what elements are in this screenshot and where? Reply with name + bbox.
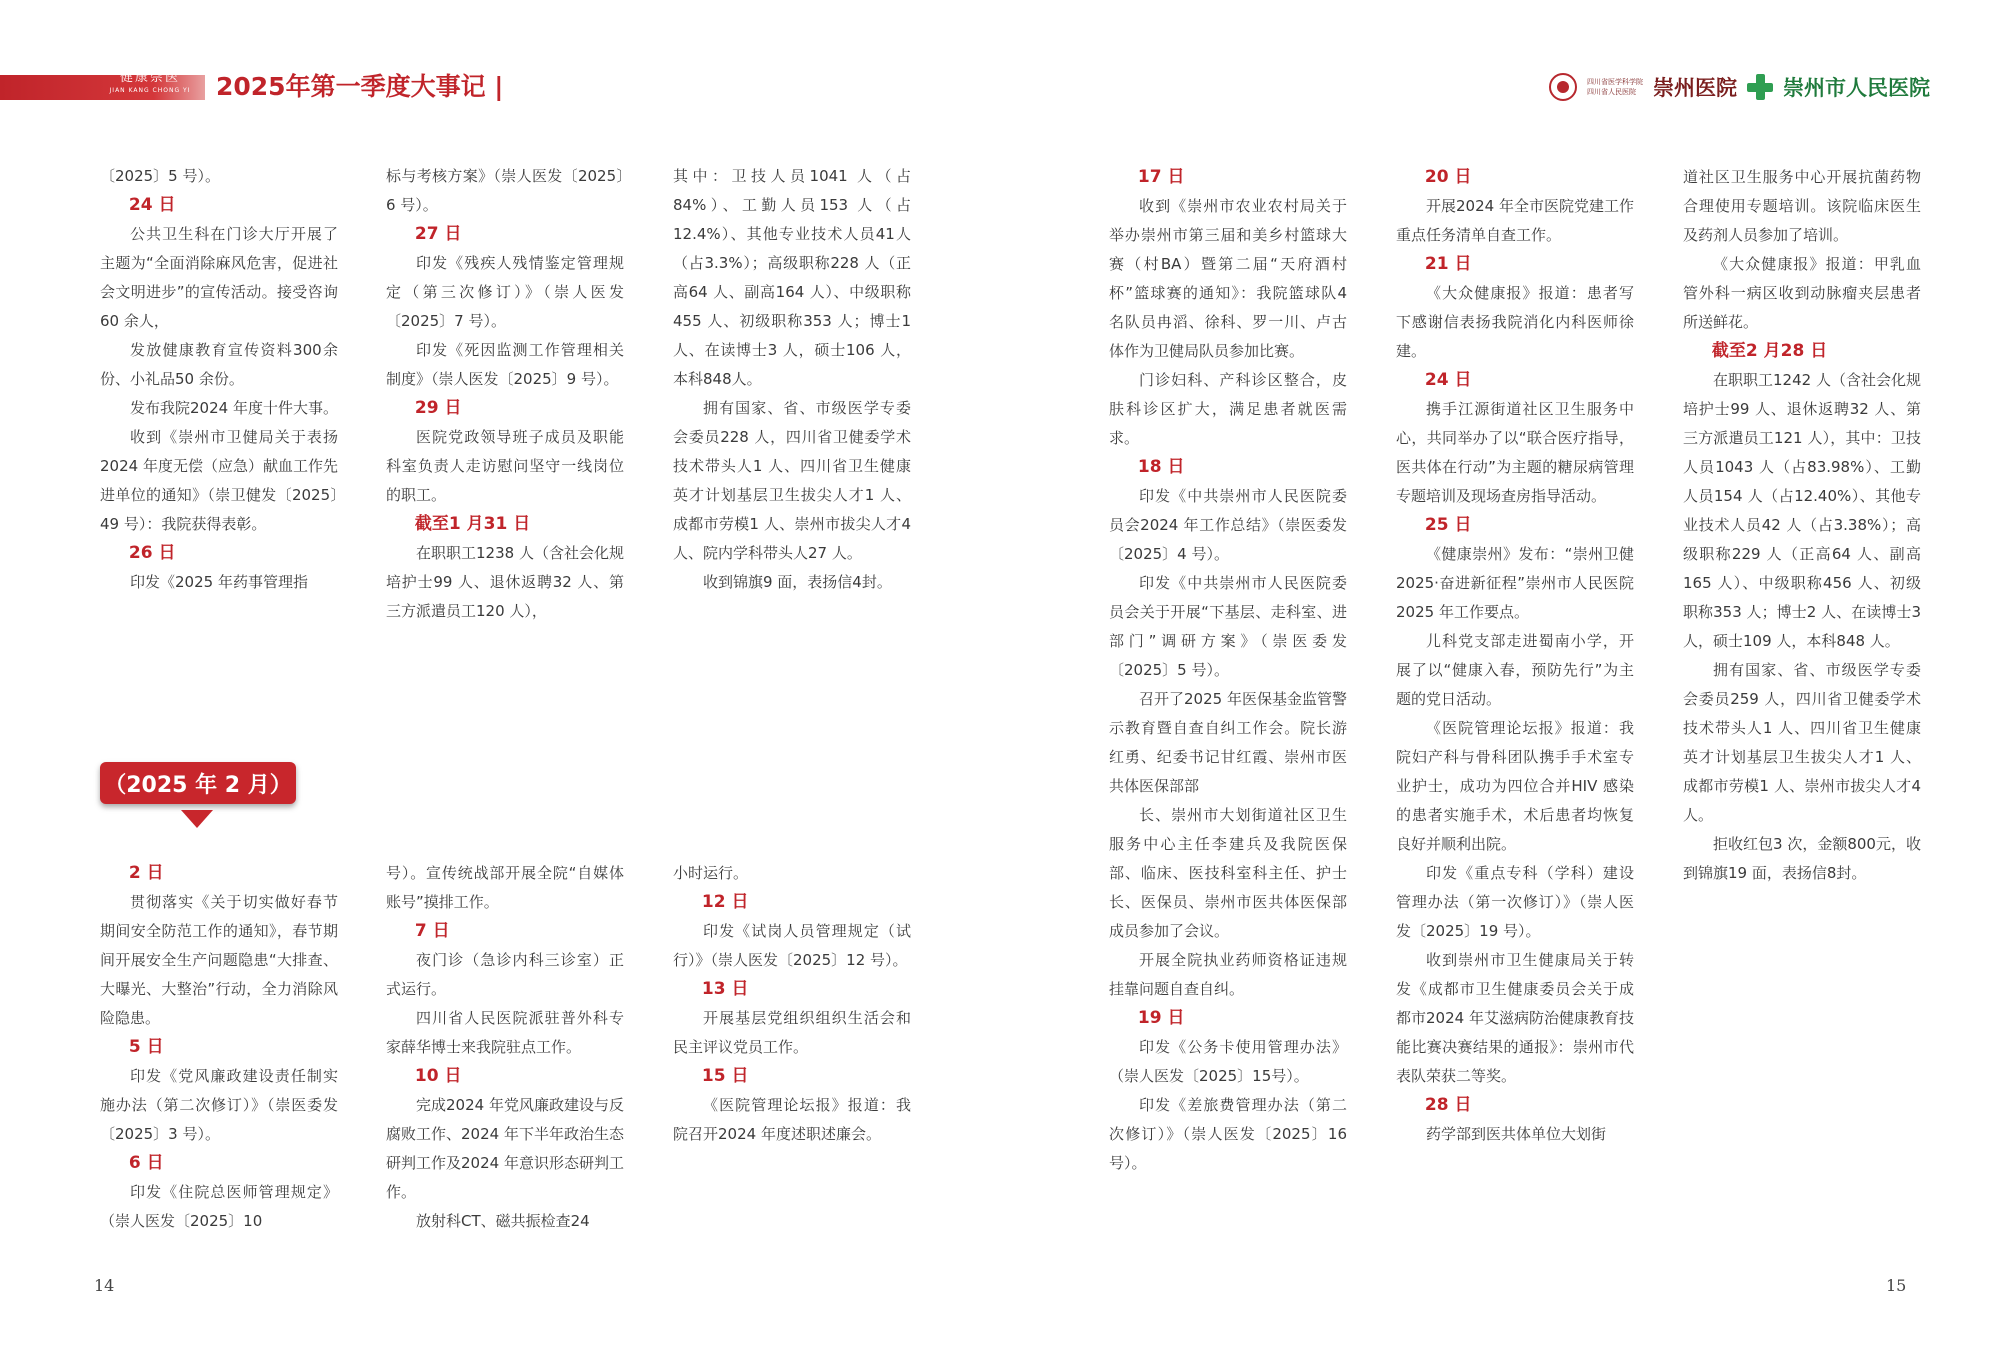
event-paragraph: 召开了2025 年医保基金监管警示教育暨自查自纠工作会。院长游红勇、纪委书记甘红霞、崇州市医共体医保部部 xyxy=(1109,690,1347,795)
date-heading: 2 日 xyxy=(128,863,164,883)
event-paragraph: 印发《公务卡使用管理办法》（崇人医发〔2025〕15号）。 xyxy=(1109,1038,1347,1085)
hospital-cross-icon xyxy=(1747,74,1773,100)
event-paragraph: 《健康崇州》发布：“崇州卫健2025·奋进新征程”崇州市人民医院2025 年工作要点。 xyxy=(1396,545,1634,621)
event-paragraph: 印发《死因监测工作管理相关制度》（崇人医发〔2025〕9 号）。 xyxy=(386,341,624,388)
date-heading: 12 日 xyxy=(701,892,749,912)
event-paragraph: 印发《党风廉政建设责任制实施办法（第二次修订）》（崇医委发〔2025〕3 号）。 xyxy=(100,1067,338,1143)
date-heading: 29 日 xyxy=(414,398,462,418)
date-heading: 24 日 xyxy=(128,195,176,215)
event-paragraph: 收到《崇州市农业农村局关于举办崇州市第三届和美乡村篮球大赛（村BA）暨第二届“天府酒村杯”篮球赛的通知》：我院篮球队4 名队员冉滔、徐科、罗一川、卢古体作为卫健局队员参加比赛。 xyxy=(1109,197,1347,360)
date-heading: 21 日 xyxy=(1424,254,1472,274)
event-paragraph: 印发《2025 年药事管理指 xyxy=(130,573,308,591)
brand-name-en: JIAN KANG CHONG YI xyxy=(109,87,191,94)
event-paragraph: 小时运行。 xyxy=(673,864,749,882)
event-paragraph: 儿科党支部走进蜀南小学，开展了以“健康入春，预防先行”为主题的党日活动。 xyxy=(1396,632,1634,708)
column-right-3 xyxy=(1683,163,1921,888)
date-heading: 截至2 月28 日 xyxy=(1711,341,1828,361)
date-heading: 5 日 xyxy=(128,1037,164,1057)
event-paragraph: 完成2024 年党风廉政建设与反腐败工作、2024 年下半年政治生态研判工作及2024 年意识形态研判工作。 xyxy=(386,1096,624,1201)
event-paragraph: 发布我院2024 年度十件大事。 xyxy=(130,399,338,417)
brand-logo xyxy=(95,70,205,100)
event-paragraph: 携手江源街道社区卫生服务中心，共同举办了以“联合医疗指导，医共体在行动”为主题的糖尿病管理专题培训及现场查房指导活动。 xyxy=(1396,400,1634,505)
event-paragraph: 开展基层党组织组织生活会和民主评议党员工作。 xyxy=(673,1009,911,1056)
institution-logos xyxy=(1549,70,1930,104)
date-heading: 25 日 xyxy=(1424,515,1472,535)
column-left-3-feb xyxy=(673,859,911,1149)
column-right-2 xyxy=(1396,163,1634,1149)
date-heading: 7 日 xyxy=(414,921,450,941)
institute-seal-icon xyxy=(1549,73,1577,101)
event-paragraph: 其中：卫技人员1041 人（占84%）、工勤人员153 人（占12.4%）、其他专业技术人员41人（占3.3%）；高级职称228 人（正高64 人、副高164 人）、中级职称455 人、初级职称353 人；博士1 人、在读博士3 人，硕士106 人，本科848人。 xyxy=(673,167,911,388)
hospital-name: 崇州市人民医院 xyxy=(1783,75,1930,100)
event-paragraph: 号）。宣传统战部开展全院“自媒体账号”摸排工作。 xyxy=(386,864,624,911)
column-right-1 xyxy=(1109,163,1347,1178)
event-paragraph: 〔2025〕5 号）。 xyxy=(100,167,220,185)
event-paragraph: 印发《试岗人员管理规定（试行）》（崇人医发〔2025〕12 号）。 xyxy=(673,922,911,969)
event-paragraph: 拥有国家、省、市级医学专委会委员259 人，四川省卫健委学术技术带头人1 人、四川省卫生健康英才计划基层卫生拔尖人才1 人、成都市劳模1 人、崇州市拔尖人才4 人。 xyxy=(1683,661,1921,824)
event-paragraph: 印发《重点专科（学科）建设管理办法（第一次修订）》（崇人医发〔2025〕19 号）。 xyxy=(1396,864,1634,940)
event-paragraph: 拥有国家、省、市级医学专委会委员228 人，四川省卫健委学术技术带头人1 人、四川省卫生健康英才计划基层卫生拔尖人才1 人、成都市劳模1 人、崇州市拔尖人才4 人、院内学科带头人27 人。 xyxy=(673,399,911,562)
date-heading: 截至1 月31 日 xyxy=(414,514,531,534)
event-paragraph: 《医院管理论坛报》报道：我院妇产科与骨科团队携手手术室专业护士，成功为四位合并HIV 感染的患者实施手术，术后患者均恢复良好并顺利出院。 xyxy=(1396,719,1634,853)
event-paragraph: 印发《残疾人残情鉴定管理规定（第三次修订）》（崇人医发〔2025〕7 号）。 xyxy=(386,254,624,330)
event-paragraph: 印发《中共崇州市人民医院委员会关于开展“下基层、走科室、进部门”调研方案》（崇医委发〔2025〕5 号）。 xyxy=(1109,574,1347,679)
event-paragraph: 长、崇州市大划街道社区卫生服务中心主任李建兵及我院医保部、临床、医技科室科主任、护士长、医保员、崇州市医共体医保部成员参加了会议。 xyxy=(1109,806,1347,940)
date-heading: 15 日 xyxy=(701,1066,749,1086)
event-paragraph: 门诊妇科、产科诊区整合，皮肤科诊区扩大，满足患者就医需求。 xyxy=(1109,371,1347,447)
event-paragraph: 放射科CT、磁共振检查24 xyxy=(416,1212,590,1230)
date-heading: 17 日 xyxy=(1137,167,1185,187)
event-paragraph: 在职职工1242 人（含社会化规培护士99 人、退休返聘32 人、第三方派遣员工121 人），其中：卫技人员1043 人（占83.98%）、工勤人员154 人（占12.40%）、其他专业技术人员42 人（占3.38%）；高级职称229 人（正高64 人、副高165 人）、中级职称456 人、初级职称353 人；博士2 人、在读博士3 人，硕士109 人，本科848 人。 xyxy=(1683,371,1921,650)
date-heading: 24 日 xyxy=(1424,370,1472,390)
page-number-left: 14 xyxy=(94,1276,115,1295)
event-paragraph: 拒收红包3 次，金额800元，收到锦旗19 面，表扬信8封。 xyxy=(1683,835,1921,882)
event-paragraph: 医院党政领导班子成员及职能科室负责人走访慰问坚守一线岗位的职工。 xyxy=(386,428,624,504)
section-badge-arrow xyxy=(181,810,213,828)
event-paragraph: 公共卫生科在门诊大厅开展了主题为“全面消除麻风危害，促进社会文明进步”的宣传活动。接受咨询60 余人， xyxy=(100,225,338,330)
event-paragraph: 贯彻落实《关于切实做好春节期间安全防范工作的通知》，春节期间开展安全生产问题隐患“大排查、大曝光、大整治”行动，全力消除风险隐患。 xyxy=(100,893,338,1027)
event-paragraph: 道社区卫生服务中心开展抗菌药物合理使用专题培训。该院临床医生及药剂人员参加了培训。 xyxy=(1683,168,1921,244)
event-paragraph: 《医院管理论坛报》报道：我院召开2024 年度述职述廉会。 xyxy=(673,1096,911,1143)
event-paragraph: 印发《中共崇州市人民医院委员会2024 年工作总结》（崇医委发〔2025〕4 号）。 xyxy=(1109,487,1347,563)
institute-line-1: 四川省医学科学院 xyxy=(1587,78,1643,86)
event-paragraph: 收到《崇州市卫健局关于表扬2024 年度无偿（应急）献血工作先进单位的通知》（崇卫健发〔2025〕49 号）：我院获得表彰。 xyxy=(100,428,338,533)
event-paragraph: 《大众健康报》报道：患者写下感谢信表扬我院消化内科医师徐建。 xyxy=(1396,284,1634,360)
event-paragraph: 《大众健康报》报道：甲乳血管外科一病区收到动脉瘤夹层患者所送鲜花。 xyxy=(1683,255,1921,331)
column-left-1-feb xyxy=(100,859,338,1236)
section-badge-feb: （2025 年 2 月） xyxy=(100,762,296,804)
brand-name: 健康崇医 xyxy=(119,70,180,85)
institute-subtitle xyxy=(1587,77,1643,97)
event-paragraph: 印发《住院总医师管理规定》（崇人医发〔2025〕10 xyxy=(100,1183,338,1230)
date-heading: 20 日 xyxy=(1424,167,1472,187)
event-paragraph: 印发《差旅费管理办法（第二次修订）》（崇人医发〔2025〕16 号）。 xyxy=(1109,1096,1347,1172)
event-paragraph: 收到崇州市卫生健康局关于转发《成都市卫生健康委员会关于成都市2024 年艾滋病防治健康教育技能比赛决赛结果的通报》：崇州市代表队荣获二等奖。 xyxy=(1396,951,1634,1085)
event-paragraph: 开展2024 年全市医院党建工作重点任务清单自查工作。 xyxy=(1396,197,1634,244)
institute-name: 崇州医院 xyxy=(1653,75,1737,100)
date-heading: 26 日 xyxy=(128,543,176,563)
date-heading: 13 日 xyxy=(701,979,749,999)
column-left-2-jan xyxy=(386,162,624,626)
date-heading: 19 日 xyxy=(1137,1008,1185,1028)
date-heading: 28 日 xyxy=(1424,1095,1472,1115)
institute-line-2: 四川省人民医院 xyxy=(1587,88,1636,96)
event-paragraph: 药学部到医共体单位大划街 xyxy=(1426,1125,1607,1143)
column-left-3-jan xyxy=(673,162,911,597)
event-paragraph: 开展全院执业药师资格证违规挂靠问题自查自纠。 xyxy=(1109,951,1347,998)
column-left-1-jan xyxy=(100,162,338,597)
event-paragraph: 发放健康教育宣传资料300余份、小礼品50 余份。 xyxy=(100,341,338,388)
page-number-right: 15 xyxy=(1886,1276,1907,1295)
date-heading: 10 日 xyxy=(414,1066,462,1086)
date-heading: 18 日 xyxy=(1137,457,1185,477)
event-paragraph: 标与考核方案》（崇人医发〔2025〕6 号）。 xyxy=(386,167,624,214)
event-paragraph: 夜门诊（急诊内科三诊室）正式运行。 xyxy=(386,951,624,998)
date-heading: 27 日 xyxy=(414,224,462,244)
event-paragraph: 收到锦旗9 面，表扬信4封。 xyxy=(703,573,892,591)
column-left-2-feb xyxy=(386,859,624,1236)
date-heading: 6 日 xyxy=(128,1153,164,1173)
event-paragraph: 在职职工1238 人（含社会化规培护士99 人、退休返聘32 人、第三方派遣员工120 人）， xyxy=(386,544,624,620)
page-title: 2025年第一季度大事记 | xyxy=(216,72,504,101)
event-paragraph: 四川省人民医院派驻普外科专家薛华博士来我院驻点工作。 xyxy=(386,1009,624,1056)
